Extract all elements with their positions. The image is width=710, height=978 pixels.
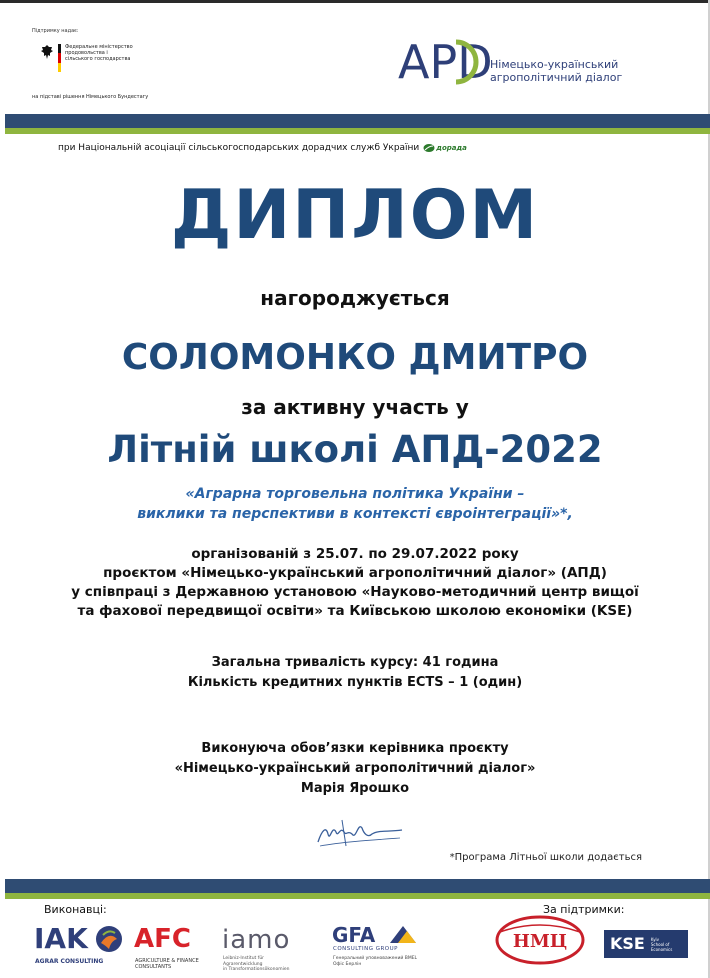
- iamo-subtitle-line: Leibniz-Institut für Agrarentwicklung: [223, 956, 265, 967]
- bottom-band: [5, 879, 710, 899]
- association-line: [58, 143, 467, 153]
- signer-project: «Німецько-український агрополітичний діалог»: [174, 761, 536, 776]
- apd-name: [490, 58, 622, 84]
- topic-block: [0, 484, 710, 524]
- nmc-logo: [494, 914, 586, 966]
- support-label-footer: За підтримки:: [543, 903, 625, 916]
- diploma-title: ДИПЛОМ: [170, 176, 540, 255]
- ministry-block: [32, 28, 172, 100]
- top-band: [5, 114, 710, 134]
- iamo-word: iamo: [222, 925, 291, 955]
- kse-subtitle: [651, 937, 672, 952]
- footnote: *Програма Літньої школи додається: [449, 852, 642, 863]
- globe-icon: [95, 925, 123, 953]
- afc-subtitle-line: AGRICULTURE & FINANCE: [135, 958, 199, 964]
- school-name: Літній школі АПД-2022: [107, 428, 603, 471]
- gfa-subtitle: CONSULTING GROUP: [333, 946, 398, 952]
- iak-subtitle: AGRAR CONSULTING: [35, 958, 104, 965]
- executors-label: Виконавці:: [44, 903, 107, 916]
- gfa-office-line: Генеральний уповноважений BMEL: [333, 956, 418, 961]
- topic-line: виклики та перспективи в контексті євроінтеграції»*,: [137, 506, 573, 522]
- topic-line: «Аграрна торговельна політика України –: [185, 486, 525, 502]
- ministry-name: Федеральне міністерство продовольства і сільського господарства: [65, 44, 133, 62]
- signer-role: Виконуюча обов’язки керівника проєкту: [201, 741, 509, 756]
- kse-word: KSE: [610, 934, 645, 953]
- participation-text: за активну участь у: [241, 395, 469, 419]
- kse-subtitle-line: School of: [650, 941, 670, 947]
- leaf-icon: [423, 143, 435, 153]
- iamo-subtitle-line: in Transformationsökonomien: [223, 967, 290, 972]
- afc-logo: [134, 924, 216, 972]
- top-edge: [0, 0, 710, 3]
- dorada-text: дорада: [436, 144, 467, 152]
- triangle-icon: [388, 924, 418, 944]
- gfa-office: [333, 956, 417, 967]
- kse-subtitle-line: Economics: [650, 946, 673, 952]
- details-line: та фахової передвищої освіти» та Київською школою економіки (KSE): [77, 603, 633, 619]
- apd-name-line1: Німецько-український: [490, 58, 619, 71]
- decision-text: на підставі рішення Німецького Бундестагу: [32, 94, 149, 100]
- gfa-logo: [332, 924, 422, 972]
- awarded-text: нагороджується: [260, 286, 450, 310]
- iak-word: IAK: [34, 922, 88, 955]
- iamo-subtitle: [223, 956, 302, 973]
- course-duration: Загальна тривалість курсу: 41 година: [211, 655, 499, 670]
- gfa-office-line: Офіс Берлін: [333, 961, 362, 967]
- course-block: [0, 653, 710, 693]
- signature-image: [312, 812, 408, 852]
- kse-subtitle-line: Kyiv: [650, 936, 660, 942]
- association-text: при Національній асоціації сільськогосподарських дорадчих служб України: [58, 143, 420, 153]
- afc-subtitle: [135, 958, 199, 970]
- gfa-word: GFA: [332, 923, 376, 947]
- details-line: проєктом «Німецько-український агрополітичний діалог» (АПД): [103, 565, 607, 581]
- recipient-name: СОЛОМОНКО ДМИТРО: [121, 337, 589, 378]
- dorada-logo: [423, 143, 467, 153]
- details-block: [0, 545, 710, 621]
- apd-name-line2: агрополітичний діалог: [490, 71, 623, 84]
- kse-logo: [604, 930, 688, 958]
- details-line: у співпраці з Державною установою «Науково-методичний центр вищої: [71, 584, 639, 600]
- signer-name: Марія Ярошко: [300, 781, 410, 796]
- apd-logo-text: APD: [398, 36, 493, 86]
- signer-block: [0, 739, 710, 799]
- ects-credits: Кількість кредитних пунктів ECTS – 1 (один): [187, 675, 523, 690]
- iamo-logo: [222, 926, 302, 972]
- afc-subtitle-line: CONSULTANTS: [135, 964, 172, 970]
- details-line: організованій з 25.07. по 29.07.2022 року: [191, 546, 519, 562]
- nmc-text: НМЦ: [512, 931, 568, 952]
- support-label: Підтримку надає:: [32, 28, 79, 34]
- afc-word: AFC: [134, 924, 191, 954]
- german-flag-icon: [58, 44, 61, 72]
- iak-logo: [34, 924, 126, 968]
- eagle-icon: [40, 44, 54, 60]
